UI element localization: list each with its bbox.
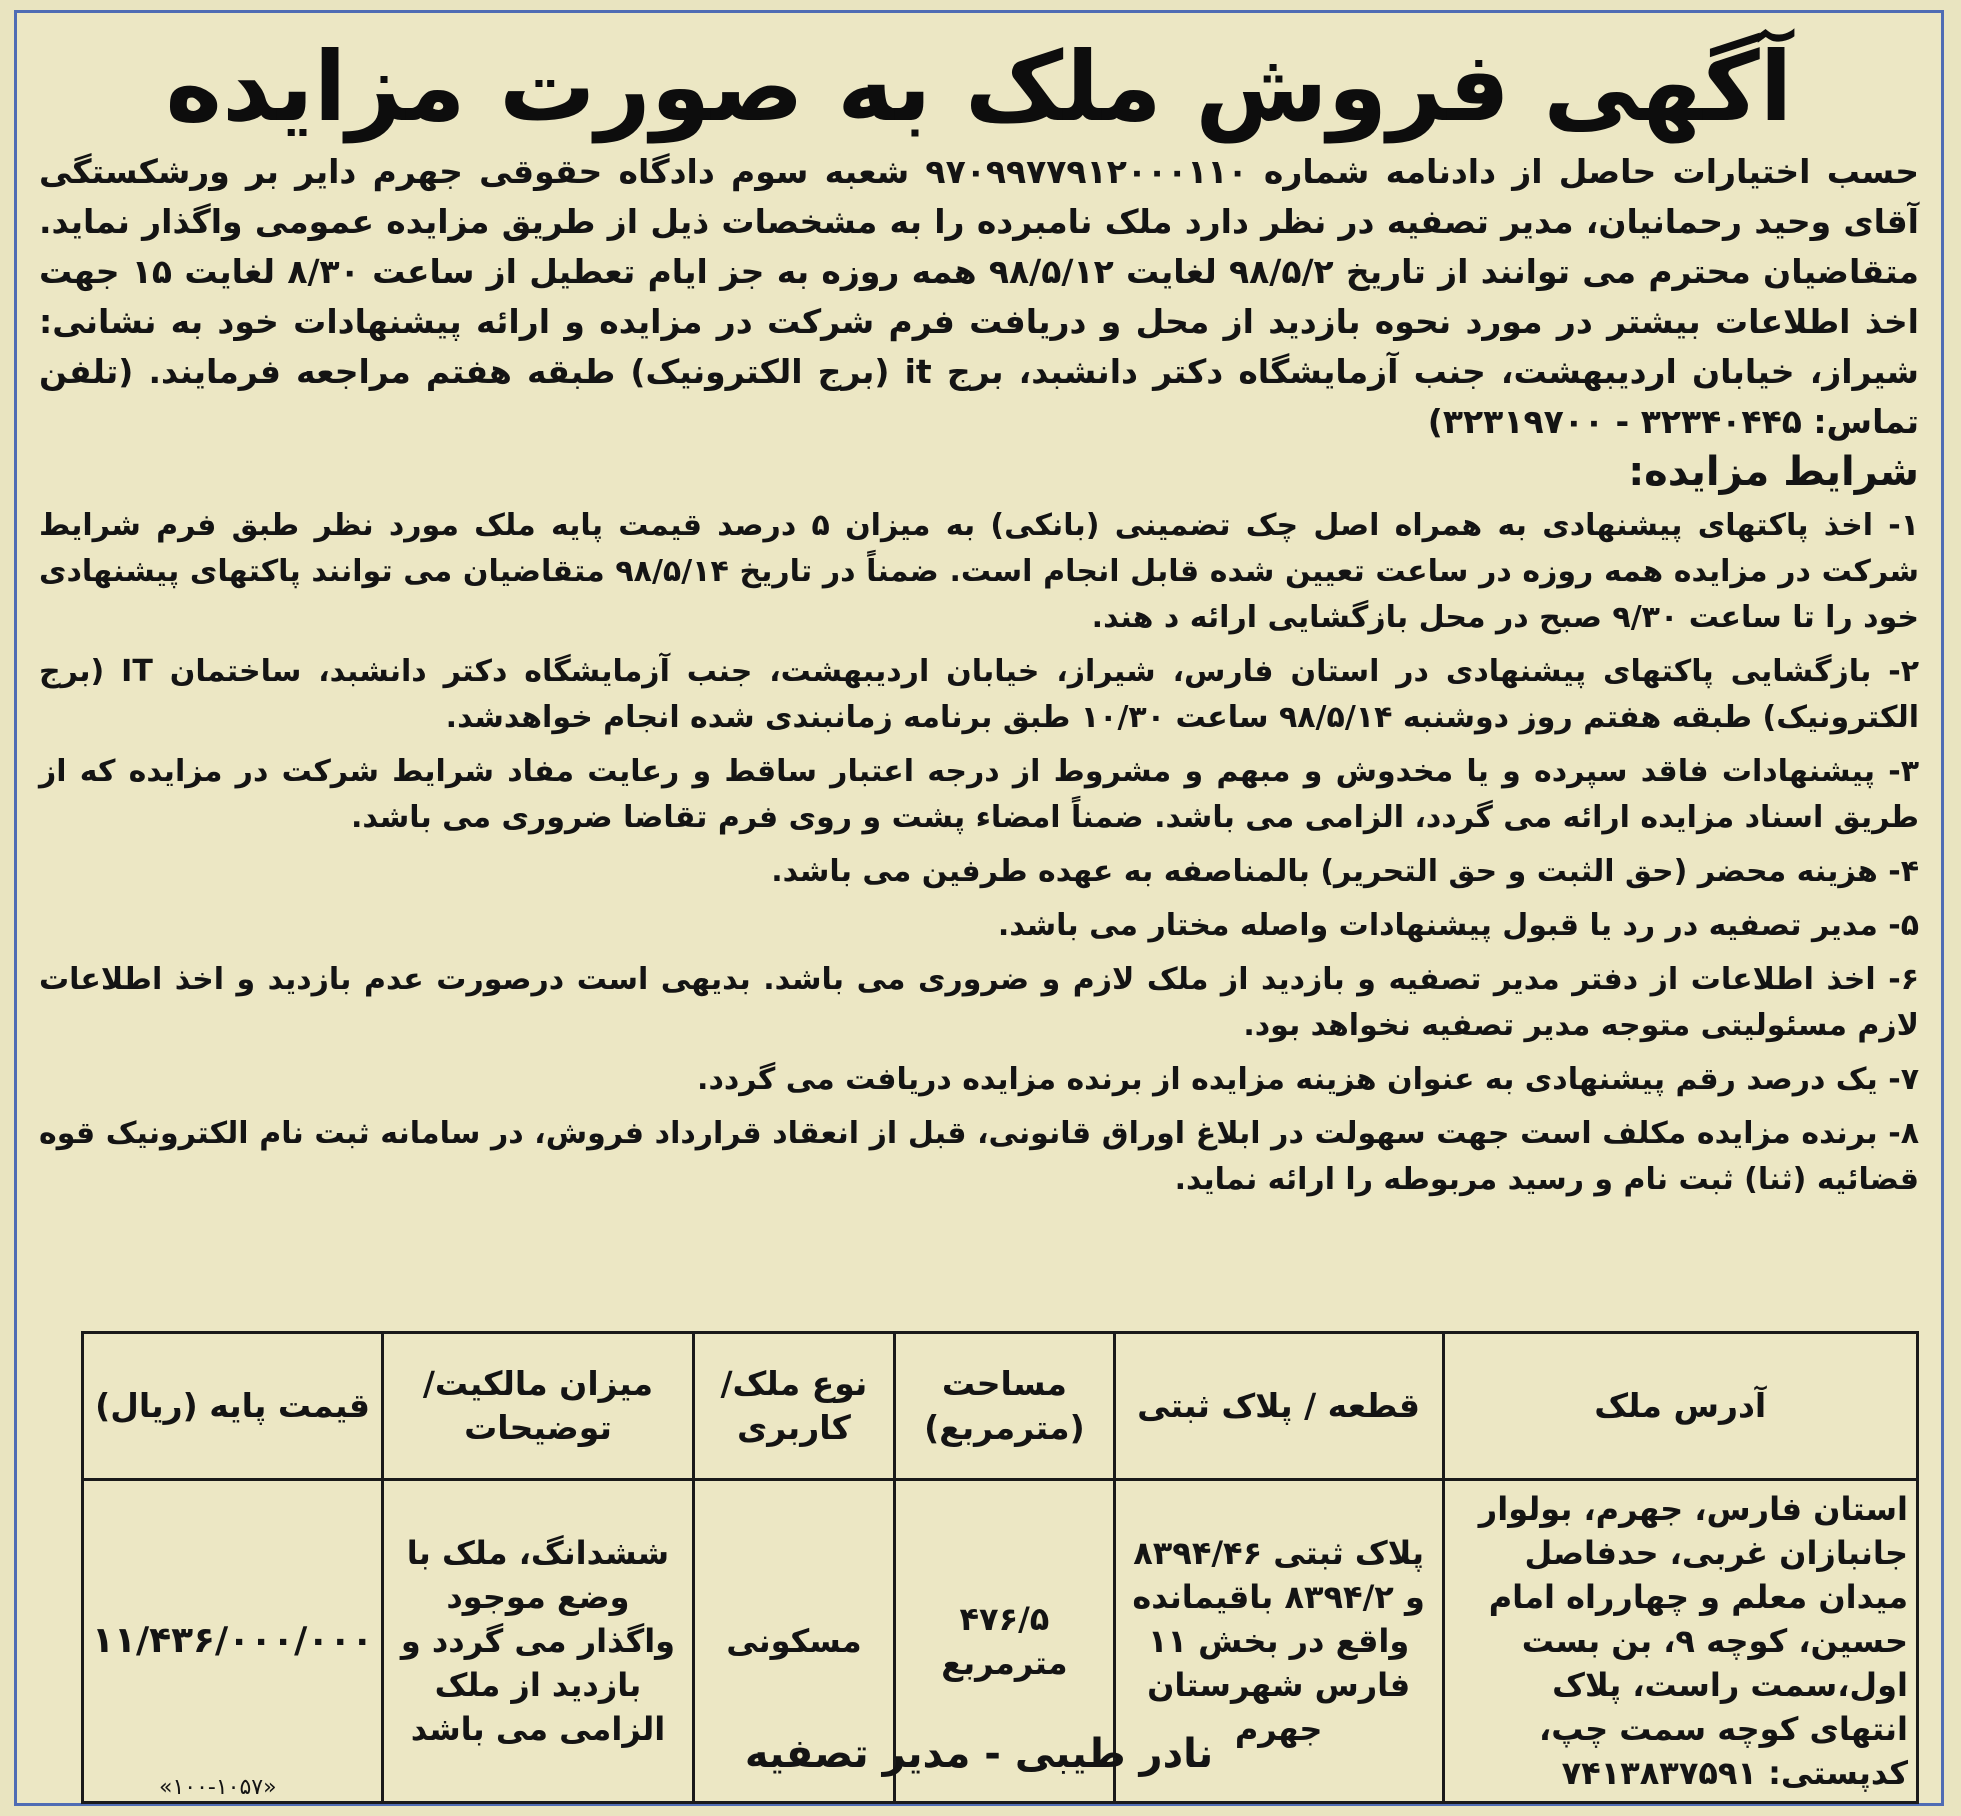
cell-price: ۱۱/۴۳۶/۰۰۰/۰۰۰	[83, 1480, 383, 1803]
header-price: قیمت پایه (ریال)	[83, 1333, 383, 1480]
condition-item: ۷- یک درصد رقم پیشنهادی به عنوان هزینه مزایده از برنده مزایده دریافت می گردد.	[697, 1062, 1919, 1097]
cell-address: استان فارس، جهرم، بولوار جانبازان غربی، حدفاصل میدان معلم و چهارراه امام حسین، کوچه ۹، بن بست اول،سمت راست، پلاک انتهای کوچه سمت چپ، کدپستی: ۷۴۱۳۸۳۷۵۹۱	[1443, 1480, 1918, 1803]
page-title: آگهی فروش ملک به صورت مزایده	[165, 31, 1793, 143]
condition-item: ۴- هزینه محضر (حق الثبت و حق التحریر) بالمناصفه به عهده طرفین می باشد.	[771, 854, 1919, 889]
advertisement-content	[39, 13, 1919, 1803]
cell-area: ۴۷۶/۵ مترمربع	[895, 1480, 1115, 1803]
cell-ownership: ششدانگ، ملک با وضع موجود واگذار می گردد و بازدید از ملک الزامی می باشد	[383, 1480, 694, 1803]
header-ownership: میزان مالکیت/ توضیحات	[383, 1333, 694, 1480]
header-area: مساحت (مترمربع)	[895, 1333, 1115, 1480]
condition-item: ۳- پیشنهادات فاقد سپرده و یا مخدوش و مبهم و مشروط از درجه اعتبار ساقط و رعایت مفاد شرایط شرکت در مزایده که از طریق اسناد مزایده ارائه می گردد، الزامی می باشد. ضمناً امضاء پشت و روی فرم تقاضا ضروری می باشد.	[39, 754, 1919, 835]
conditions-list	[39, 503, 1919, 1203]
intro-paragraph: حسب اختیارات حاصل از دادنامه شماره ۹۷۰۹۹۷۷۹۱۲۰۰۰۱۱۰ شعبه سوم دادگاه حقوقی جهرم دایر بر ورشکستگی آقای وحید رحمانیان، مدیر تصفیه در نظر دارد ملک نامبرده را به مشخصات ذیل از طریق مزایده عمومی واگذار نماید. متقاضیان محترم می توانند از تاریخ ۹۸/۵/۲ لغایت ۹۸/۵/۱۲ همه روزه به جز ایام تعطیل از ساعت ۸/۳۰ لغایت ۱۵ جهت اخذ اطلاعات بیشتر در مورد نحوه بازدید از محل و دریافت فرم شرکت در مزایده و ارائه پیشنهادات خود به نشانی: شیراز، خیابان اردیبهشت، جنب آزمایشگاه دکتر دانشبد، برج it (برج الکترونیک) طبقه هفتم مراجعه فرمایند. (تلفن تماس: ۳۲۳۴۰۴۴۵ - ۳۲۳۱۹۷۰۰)	[39, 152, 1919, 441]
ad-code: «۱۰۰-۱۰۵۷»	[159, 1775, 277, 1800]
condition-item: ۲- بازگشایی پاکتهای پیشنهادی در استان فارس، شیراز، خیابان اردیبهشت، جنب آزمایشگاه دکتر دانشبد، ساختمان IT (برج الکترونیک) طبقه هفتم روز دوشنبه ۹۸/۵/۱۴ ساعت ۱۰/۳۰ طبق برنامه زمانبندی شده انجام خواهدشد.	[39, 654, 1920, 735]
header-plaque: قطعه / پلاک ثبتی	[1114, 1333, 1443, 1480]
condition-item: ۱- اخذ پاکتهای پیشنهادی به همراه اصل چک تضمینی (بانکی) به میزان ۵ درصد قیمت پایه ملک مورد نظر طبق فرم شرایط شرکت در مزایده همه روزه در ساعت تعیین شده قابل انجام است. ضمناً در تاریخ ۹۸/۵/۱۴ متقاضیان می توانند پاکتهای پیشنهادی خود را تا ساعت ۹/۳۰ صبح در محل بازگشایی ارائه د هند.	[39, 508, 1920, 635]
cell-type: مسکونی	[693, 1480, 894, 1803]
header-address: آدرس ملک	[1443, 1333, 1918, 1480]
table-header-row	[83, 1333, 1918, 1480]
cell-plaque: پلاک ثبتی ۸۳۹۴/۴۶ و ۸۳۹۴/۲ باقیمانده واقع در بخش ۱۱ فارس شهرستان جهرم	[1114, 1480, 1443, 1803]
conditions-heading: شرایط مزایده:	[1628, 449, 1919, 495]
condition-item: ۸- برنده مزایده مکلف است جهت سهولت در ابلاغ اوراق قانونی، قبل از انعقاد قرارداد فروش، در سامانه ثبت نام الکترونیک قوه قضائیه (ثنا) ثبت نام و رسید مربوطه را ارائه نماید.	[39, 1116, 1919, 1197]
condition-item: ۶- اخذ اطلاعات از دفتر مدیر تصفیه و بازدید از ملک لازم و ضروری می باشد. بدیهی است درصورت عدم بازدید و اخذ اطلاعات لازم مسئولیتی متوجه مدیر تصفیه نخواهد بود.	[39, 962, 1919, 1043]
advertisement-sheet	[14, 10, 1944, 1806]
signature: نادر طیبی - مدیر تصفیه	[744, 1731, 1214, 1777]
condition-item: ۵- مدیر تصفیه در رد یا قبول پیشنهادات واصله مختار می باشد.	[997, 908, 1919, 943]
header-type: نوع ملک/ کاربری	[693, 1333, 894, 1480]
